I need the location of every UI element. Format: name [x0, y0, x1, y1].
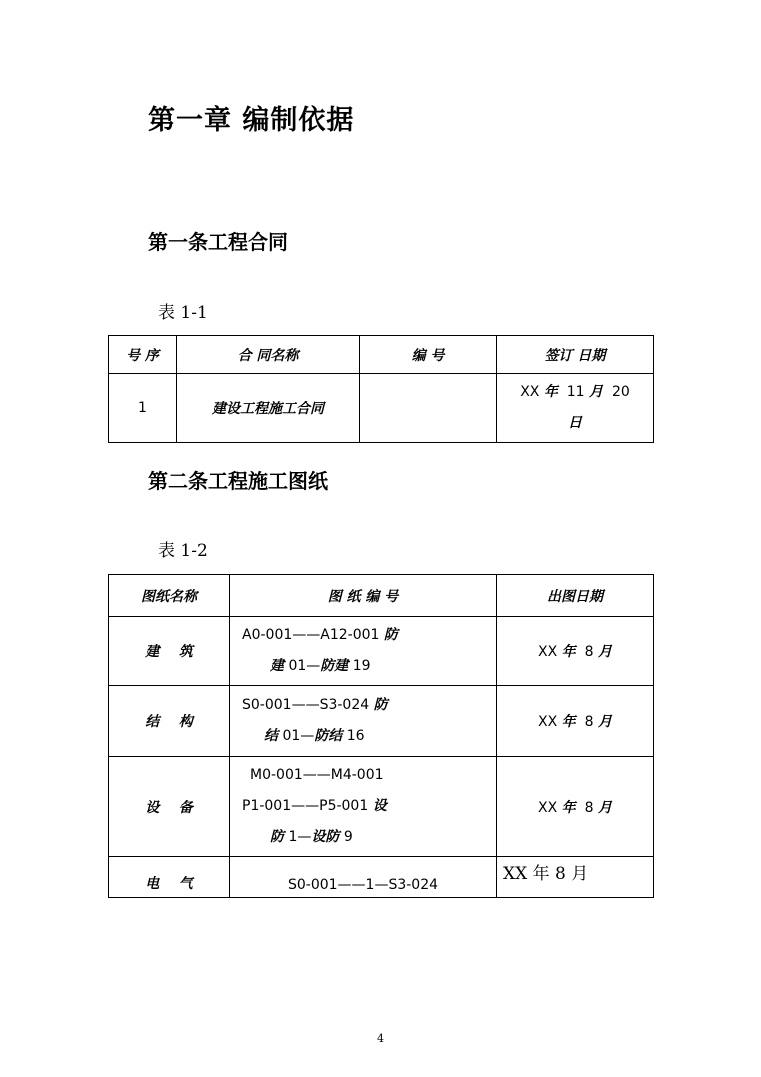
drawing-code-range: P1-001——P5-001 — [242, 798, 369, 814]
date-year-value: XX — [538, 714, 558, 730]
drawing-code-mid: 1— — [288, 829, 312, 845]
table-caption-1-1: 表 1-1 — [158, 303, 208, 323]
drawing-code-range: A0-001——A12-001 — [242, 627, 380, 643]
contract-table-row — [109, 374, 654, 443]
header-index: 号 序 — [109, 336, 177, 374]
drawing-code-suffix: 防 — [383, 627, 398, 643]
drawing-code-prefix: 结 — [264, 728, 278, 744]
header-contract-name: 合 同名称 — [177, 336, 360, 374]
date-year-value: XX — [538, 644, 558, 660]
row-sign-date — [497, 374, 654, 443]
date-month-label: 月 — [589, 384, 604, 400]
drawings-table — [108, 574, 654, 898]
date-month-value: 8 — [584, 714, 594, 730]
date-day-label: 日 — [568, 415, 582, 431]
contract-table-header-row — [109, 336, 654, 374]
drawing-code-range-extra: M0-001——M4-001 — [250, 767, 384, 783]
date-month-value: 8 — [584, 644, 594, 660]
date-year-label: 年 — [561, 714, 576, 730]
drawing-code-end: 19 — [352, 658, 371, 674]
date-month-value: 11 — [566, 384, 585, 400]
date-month-label: 月 — [597, 644, 612, 660]
drawings-row-architecture — [109, 617, 654, 686]
drawings-row-structure — [109, 686, 654, 757]
date-month-label: 月 — [597, 714, 612, 730]
drawings-row-electrical — [109, 857, 654, 898]
drawings-table-header-row — [109, 575, 654, 617]
drawing-code-end: 9 — [343, 829, 353, 845]
drawing-code-label: 防建 — [320, 658, 349, 674]
drawing-code — [230, 686, 497, 757]
drawing-code — [230, 617, 497, 686]
date-month-label: 月 — [597, 799, 612, 816]
drawing-name: 建 筑 — [109, 617, 230, 686]
drawing-code-label: 防结 — [314, 728, 343, 744]
date-year-value: XX — [520, 384, 540, 400]
header-sign-date: 签订 日期 — [497, 336, 654, 374]
drawing-date: XX 年 8 月 — [497, 857, 654, 898]
drawing-code-label: 设防 — [311, 829, 340, 845]
date-year-value: XX — [538, 799, 558, 816]
drawing-date — [497, 686, 654, 757]
date-year-label: 年 — [561, 799, 576, 816]
header-drawing-code: 图 纸 编 号 — [230, 575, 497, 617]
table-caption-1-2: 表 1-2 — [158, 541, 208, 561]
drawing-code-end: 16 — [346, 728, 365, 744]
row-contract-name: 建设工程施工合同 — [177, 374, 360, 443]
drawing-code-range: S0-001——S3-024 — [242, 697, 370, 713]
header-issue-date: 出图日期 — [497, 575, 654, 617]
drawing-date — [497, 617, 654, 686]
section-title-drawings: 第二条工程施工图纸 — [148, 469, 328, 493]
row-index: 1 — [109, 374, 177, 443]
contract-table — [108, 335, 654, 443]
drawing-date — [497, 757, 654, 857]
drawing-name: 设 备 — [109, 757, 230, 857]
row-number — [360, 374, 497, 443]
drawings-row-equipment — [109, 757, 654, 857]
chapter-title: 第一章 编制依据 — [148, 105, 355, 136]
drawing-name: 结 构 — [109, 686, 230, 757]
date-year-label: 年 — [543, 384, 558, 400]
drawing-code-suffix: 设 — [372, 798, 387, 814]
drawing-code: S0-001——1—S3-024 — [230, 857, 497, 898]
date-day-value: 20 — [611, 384, 630, 400]
drawing-code — [230, 757, 497, 857]
header-number: 编 号 — [360, 336, 497, 374]
header-drawing-name: 图纸名称 — [109, 575, 230, 617]
date-year-label: 年 — [561, 644, 576, 660]
drawing-code-prefix: 防 — [270, 829, 284, 845]
drawing-code-mid: 01— — [282, 728, 315, 744]
drawing-name: 电 气 — [109, 857, 230, 898]
page-number: 4 — [377, 1032, 384, 1045]
date-month-value: 8 — [584, 799, 594, 816]
drawing-code-suffix: 防 — [373, 697, 388, 713]
section-title-contract: 第一条工程合同 — [148, 230, 288, 254]
drawing-code-prefix: 建 — [270, 658, 284, 674]
drawing-code-mid: 01— — [288, 658, 321, 674]
